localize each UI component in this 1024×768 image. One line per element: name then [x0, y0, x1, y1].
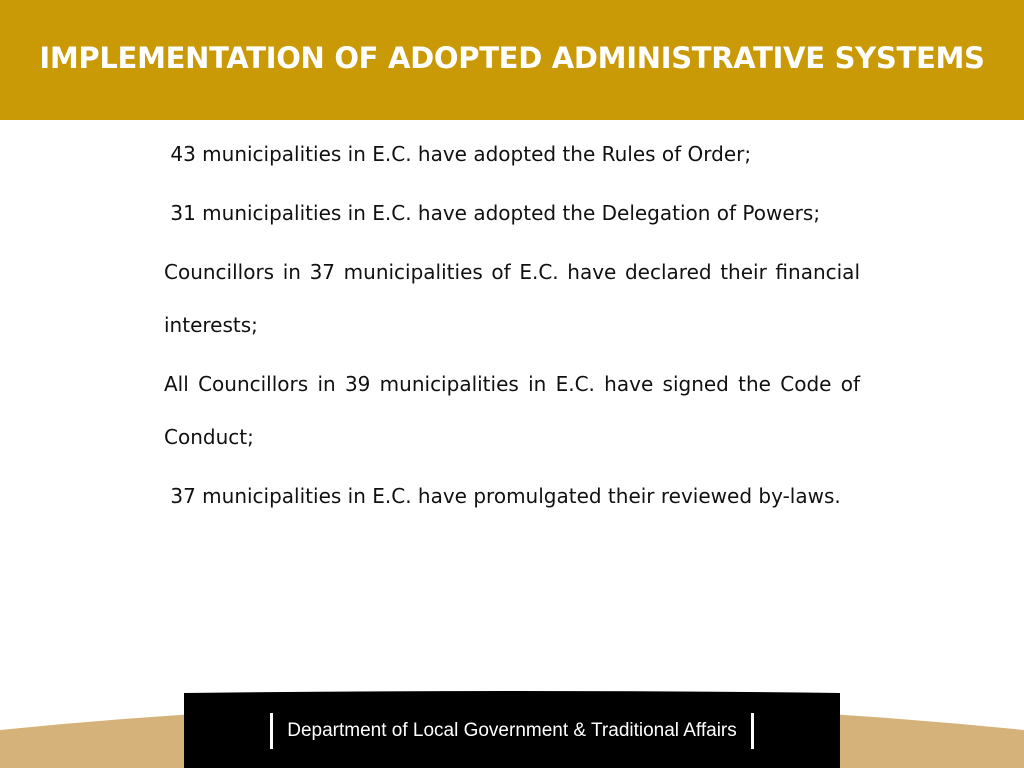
footer-label [184, 693, 840, 768]
slide-title: IMPLEMENTATION OF ADOPTED ADMINISTRATIVE SYSTEMS [39, 41, 985, 75]
bullet-delegation-of-powers: 31 municipalities in E.C. have adopted the Delegation of Powers; [164, 201, 821, 225]
slide-body [164, 128, 860, 529]
bullet-by-laws: 37 municipalities in E.C. have promulgated their reviewed by-laws. [164, 484, 841, 508]
footer-left-divider [270, 713, 273, 749]
bullet-rules-of-order: 43 municipalities in E.C. have adopted the Rules of Order; [164, 142, 752, 166]
footer-right-divider [751, 713, 754, 749]
department-name: Department of Local Government & Traditional Affairs [287, 719, 737, 741]
title-bar [0, 0, 1024, 120]
bullet-financial-interests: Councillors in 37 municipalities of E.C. have declared their financial interests; [164, 260, 860, 337]
bullet-code-of-conduct: All Councillors in 39 municipalities in E.C. have signed the Code of Conduct; [164, 372, 860, 449]
